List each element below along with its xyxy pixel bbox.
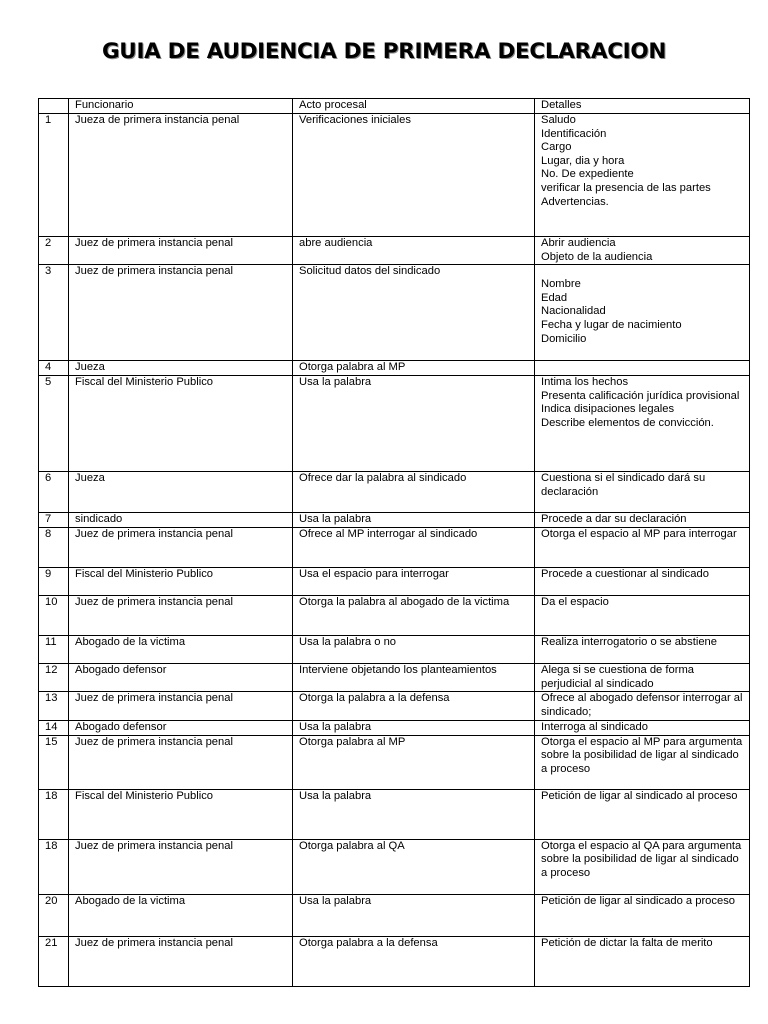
funcionario-cell: Abogado defensor xyxy=(69,720,293,735)
acto-procesal-cell: Usa la palabra xyxy=(293,894,535,936)
detalle-item: verificar la presencia de las partes xyxy=(541,181,711,194)
detalle-item: Describe elementos de convicción. xyxy=(541,416,714,429)
detalle-item: Objeto de la audiencia xyxy=(541,250,653,263)
row-number: 14 xyxy=(39,720,69,735)
row-number: 18 xyxy=(39,789,69,839)
acto-procesal-cell: Otorga palabra al QA xyxy=(293,839,535,894)
funcionario-cell: Abogado de la victima xyxy=(69,894,293,936)
row-number: 1 xyxy=(39,114,69,237)
row-number: 8 xyxy=(39,528,69,568)
detalles-cell xyxy=(535,596,750,636)
detalle-item: Intima los hechos xyxy=(541,376,629,389)
header-number xyxy=(39,99,69,114)
detalle-item: Identificación xyxy=(541,127,607,140)
funcionario-cell: Juez de primera instancia penal xyxy=(69,237,293,265)
detalle-item: Da el espacio xyxy=(541,596,609,609)
table-row xyxy=(39,568,750,596)
detalles-cell xyxy=(535,735,750,789)
detalles-cell xyxy=(535,568,750,596)
acto-procesal-cell: Usa la palabra xyxy=(293,513,535,528)
table-row xyxy=(39,720,750,735)
detalles-cell xyxy=(535,361,750,376)
funcionario-cell: Fiscal del Ministerio Publico xyxy=(69,789,293,839)
acto-procesal-cell: Otorga palabra al MP xyxy=(293,735,535,789)
row-number: 20 xyxy=(39,894,69,936)
table-row xyxy=(39,789,750,839)
table-row xyxy=(39,237,750,265)
row-number: 13 xyxy=(39,692,69,720)
row-number: 2 xyxy=(39,237,69,265)
funcionario-cell: sindicado xyxy=(69,513,293,528)
acto-procesal-cell: Otorga palabra a la defensa xyxy=(293,936,535,986)
funcionario-cell: Abogado defensor xyxy=(69,664,293,692)
detalle-item: Presenta calificación jurídica provisional xyxy=(541,389,740,402)
funcionario-cell: Jueza xyxy=(69,361,293,376)
detalle-item: Realiza interrogatorio o se abstiene xyxy=(541,636,717,649)
funcionario-cell: Fiscal del Ministerio Publico xyxy=(69,376,293,472)
row-number: 21 xyxy=(39,936,69,986)
row-number: 15 xyxy=(39,735,69,789)
table-row xyxy=(39,528,750,568)
detalle-item: Procede a cuestionar al sindicado xyxy=(541,568,709,581)
detalle-item: Cargo xyxy=(541,141,572,154)
acto-procesal-cell: Otorga palabra al MP xyxy=(293,361,535,376)
table-row xyxy=(39,114,750,237)
detalle-item: Lugar, dia y hora xyxy=(541,154,625,167)
detalle-item: Petición de dictar la falta de merito xyxy=(541,936,713,949)
detalles-cell xyxy=(535,894,750,936)
funcionario-cell: Juez de primera instancia penal xyxy=(69,692,293,720)
detalles-cell xyxy=(535,720,750,735)
table-row xyxy=(39,636,750,664)
detalle-item: Petición de ligar al sindicado al proceso xyxy=(541,789,738,802)
detalles-cell xyxy=(535,237,750,265)
acto-procesal-cell: Usa la palabra o no xyxy=(293,636,535,664)
detalle-item: Abrir audiencia xyxy=(541,237,616,249)
detalles-cell xyxy=(535,513,750,528)
table-row xyxy=(39,376,750,472)
acto-procesal-cell: Otorga la palabra al abogado de la victima xyxy=(293,596,535,636)
detalle-item: Petición de ligar al sindicado a proceso xyxy=(541,894,736,907)
funcionario-cell: Juez de primera instancia penal xyxy=(69,839,293,894)
header-funcionario: Funcionario xyxy=(69,99,293,114)
detalle-item: Otorga el espacio al MP para argumenta sobre la posibilidad de ligar al sindicado a proceso xyxy=(541,735,743,775)
funcionario-cell: Juez de primera instancia penal xyxy=(69,265,293,361)
acto-procesal-cell: Usa la palabra xyxy=(293,789,535,839)
row-number: 10 xyxy=(39,596,69,636)
table-row xyxy=(39,936,750,986)
table-row xyxy=(39,361,750,376)
funcionario-cell: Juez de primera instancia penal xyxy=(69,735,293,789)
row-number: 6 xyxy=(39,472,69,513)
detalles-cell xyxy=(535,839,750,894)
detalles-cell xyxy=(535,664,750,692)
row-number: 5 xyxy=(39,376,69,472)
detalles-cell xyxy=(535,936,750,986)
detalle-item: Ofrece al abogado defensor interrogar al sindicado; xyxy=(541,692,743,718)
detalles-cell xyxy=(535,472,750,513)
detalle-item: Interroga al sindicado xyxy=(541,720,648,733)
row-number: 9 xyxy=(39,568,69,596)
detalle-item: Nacionalidad xyxy=(541,305,606,318)
table-row xyxy=(39,513,750,528)
header-detalles: Detalles xyxy=(535,99,750,114)
table-row xyxy=(39,894,750,936)
detalle-item: Indica disipaciones legales xyxy=(541,403,675,416)
table-body xyxy=(39,99,750,987)
detalles-cell xyxy=(535,376,750,472)
detalles-cell xyxy=(535,692,750,720)
table-row xyxy=(39,265,750,361)
table-header-row xyxy=(39,99,750,114)
table-row xyxy=(39,735,750,789)
table-row xyxy=(39,596,750,636)
row-number: 3 xyxy=(39,265,69,361)
detalle-item: Nombre xyxy=(541,278,581,291)
funcionario-cell: Juez de primera instancia penal xyxy=(69,528,293,568)
table-row xyxy=(39,692,750,720)
detalle-item: Domicilio xyxy=(541,332,587,345)
detalles-cell xyxy=(535,636,750,664)
detalle-item: Advertencias. xyxy=(541,195,609,208)
acto-procesal-cell: Ofrece al MP interrogar al sindicado xyxy=(293,528,535,568)
acto-procesal-cell: Usa el espacio para interrogar xyxy=(293,568,535,596)
detalle-item: Fecha y lugar de nacimiento xyxy=(541,318,682,331)
funcionario-cell: Jueza xyxy=(69,472,293,513)
table-row xyxy=(39,839,750,894)
acto-procesal-cell: Ofrece dar la palabra al sindicado xyxy=(293,472,535,513)
table-row xyxy=(39,664,750,692)
detalles-cell xyxy=(535,114,750,237)
acto-procesal-cell: Otorga la palabra a la defensa xyxy=(293,692,535,720)
funcionario-cell: Juez de primera instancia penal xyxy=(69,936,293,986)
header-acto-procesal: Acto procesal xyxy=(293,99,535,114)
acto-procesal-cell: Usa la palabra xyxy=(293,720,535,735)
acto-procesal-cell: Verificaciones iniciales xyxy=(293,114,535,237)
funcionario-cell: Jueza de primera instancia penal xyxy=(69,114,293,237)
row-number: 18 xyxy=(39,839,69,894)
hearing-guide-table xyxy=(38,98,750,987)
detalle-item: Saludo xyxy=(541,114,576,126)
table-row xyxy=(39,472,750,513)
detalle-item: Otorga el espacio al MP para interrogar xyxy=(541,528,737,541)
detalle-item: No. De expediente xyxy=(541,168,634,181)
document-title: GUIA DE AUDIENCIA DE PRIMERA DECLARACION xyxy=(101,39,667,64)
row-number: 7 xyxy=(39,513,69,528)
acto-procesal-cell: Usa la palabra xyxy=(293,376,535,472)
row-number: 4 xyxy=(39,361,69,376)
detalle-item: Cuestiona si el sindicado dará su declaración xyxy=(541,472,706,498)
row-number: 11 xyxy=(39,636,69,664)
acto-procesal-cell: abre audiencia xyxy=(293,237,535,265)
detalle-item: Otorga el espacio al QA para argumenta sobre la posibilidad de ligar al sindicado a proceso xyxy=(541,839,742,879)
detalles-cell xyxy=(535,265,750,361)
detalle-item: Alega si se cuestiona de forma perjudicial al sindicado xyxy=(541,664,694,690)
acto-procesal-cell: Interviene objetando los planteamientos xyxy=(293,664,535,692)
row-number: 12 xyxy=(39,664,69,692)
acto-procesal-cell: Solicitud datos del sindicado xyxy=(293,265,535,361)
detalles-cell xyxy=(535,789,750,839)
detalle-item: Procede a dar su declaración xyxy=(541,513,687,526)
detalles-cell xyxy=(535,528,750,568)
detalle-item: Edad xyxy=(541,291,568,304)
funcionario-cell: Fiscal del Ministerio Publico xyxy=(69,568,293,596)
funcionario-cell: Juez de primera instancia penal xyxy=(69,596,293,636)
funcionario-cell: Abogado de la victima xyxy=(69,636,293,664)
